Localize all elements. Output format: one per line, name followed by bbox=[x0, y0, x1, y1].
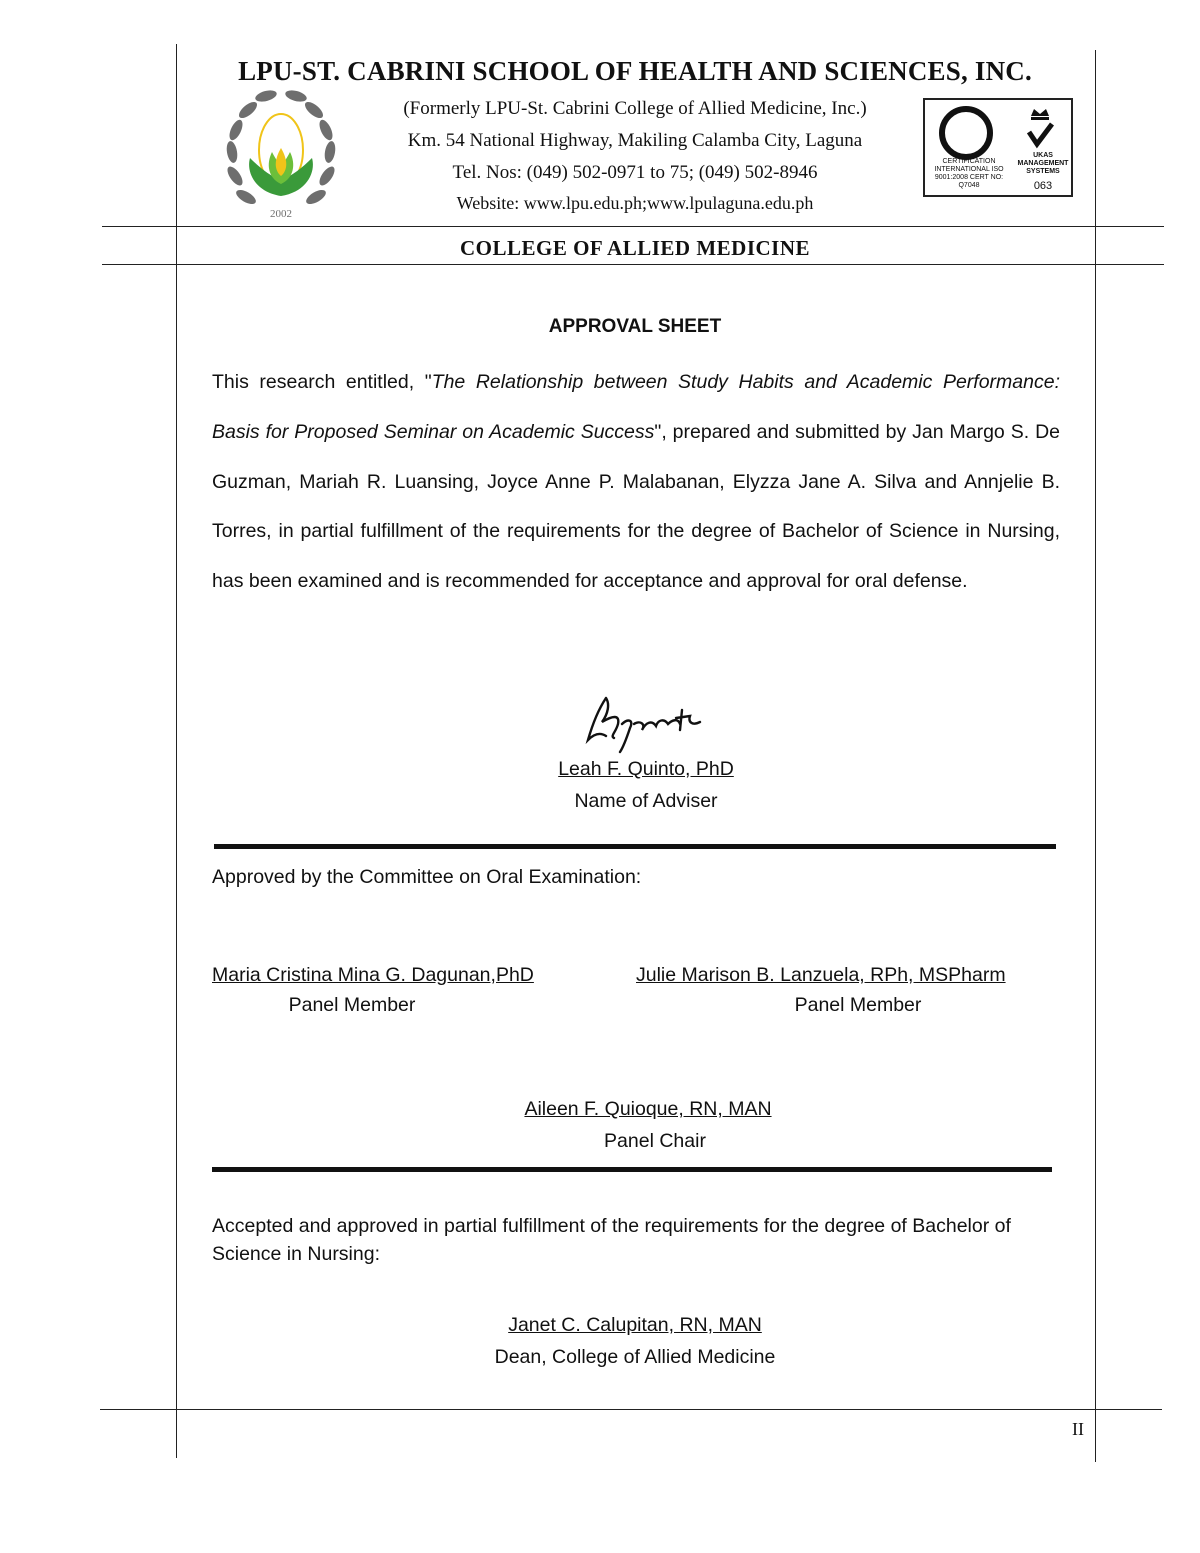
acceptance-text: Accepted and approved in partial fulfillment of the requirements for the degree of Bachelor of Science in Nursing: bbox=[212, 1215, 1011, 1265]
website-line: Website: www.lpu.edu.ph;www.lpulaguna.edu.ph bbox=[456, 193, 814, 213]
ukas-text: UKAS MANAGEMENT SYSTEMS bbox=[1017, 152, 1069, 175]
college-name: COLLEGE OF ALLIED MEDICINE bbox=[459, 236, 811, 260]
statement-rest: ", prepared and submitted by Jan Margo S. De Guzman, Mariah R. Luansing, Joyce Anne P. Malabanan, Elyzza Jane A. Silva and Annjelie B. Torres, in partial fulfillment of the requirements for the degree of Bachelor of Science in Nursing, has been examined and is recommended for acceptance and approval for oral defense. bbox=[212, 420, 1060, 593]
dean-role: Dean, College of Allied Medicine bbox=[494, 1346, 776, 1368]
header-top-rule bbox=[102, 226, 1164, 227]
approval-statement bbox=[212, 358, 1060, 607]
address-line: Km. 54 National Highway, Makiling Calamba City, Laguna bbox=[407, 130, 863, 151]
panel-left-name: Maria Cristina Mina G. Dagunan,PhD bbox=[212, 964, 534, 986]
school-name: LPU-ST. CABRINI SCHOOL OF HEALTH AND SCIENCES, INC. bbox=[238, 56, 1032, 86]
ukas-number: 063 bbox=[1033, 180, 1053, 192]
research-title: The Relationship between Study Habits and Academic Performance: Basis for Proposed Seminar on Academic Success bbox=[212, 371, 1060, 443]
frame-right-border bbox=[1095, 50, 1096, 1462]
panel-right-role: Panel Member bbox=[794, 994, 922, 1016]
panel-left-role: Panel Member bbox=[288, 994, 416, 1016]
dean-name: Janet C. Calupitan, RN, MAN bbox=[508, 1314, 762, 1336]
adviser-signature bbox=[584, 690, 714, 754]
footer-rule bbox=[100, 1409, 1162, 1410]
certification-text: CERTIFICATION INTERNATIONAL ISO 9001:2008 CERT NO: Q7048 bbox=[934, 158, 1004, 189]
approval-sheet-title: APPROVAL SHEET bbox=[548, 316, 722, 337]
signature-icon bbox=[584, 690, 714, 754]
panel-right-name: Julie Marison B. Lanzuela, RPh, MSPharm bbox=[636, 964, 1006, 986]
committee-intro: Approved by the Committee on Oral Examination: bbox=[212, 866, 642, 888]
section-divider-2 bbox=[212, 1167, 1052, 1172]
certification-ring-icon bbox=[935, 106, 997, 160]
certification-badge bbox=[923, 98, 1073, 197]
telephone-line: Tel. Nos: (049) 502-0971 to 75; (049) 502-8946 bbox=[452, 162, 818, 183]
section-divider-1 bbox=[214, 844, 1056, 849]
formerly-line: (Formerly LPU-St. Cabrini College of Allied Medicine, Inc.) bbox=[403, 98, 867, 119]
panel-chair-role: Panel Chair bbox=[604, 1130, 706, 1152]
adviser-role: Name of Adviser bbox=[574, 790, 718, 812]
page-number: II bbox=[1072, 1419, 1084, 1439]
adviser-name: Leah F. Quinto, PhD bbox=[558, 758, 734, 780]
statement-lead: This research entitled, " bbox=[212, 371, 432, 393]
logo-year: 2002 bbox=[270, 208, 292, 220]
panel-chair-name: Aileen F. Quioque, RN, MAN bbox=[524, 1098, 772, 1120]
ukas-crown-check-icon bbox=[1025, 106, 1055, 152]
header-bottom-rule bbox=[102, 264, 1164, 265]
